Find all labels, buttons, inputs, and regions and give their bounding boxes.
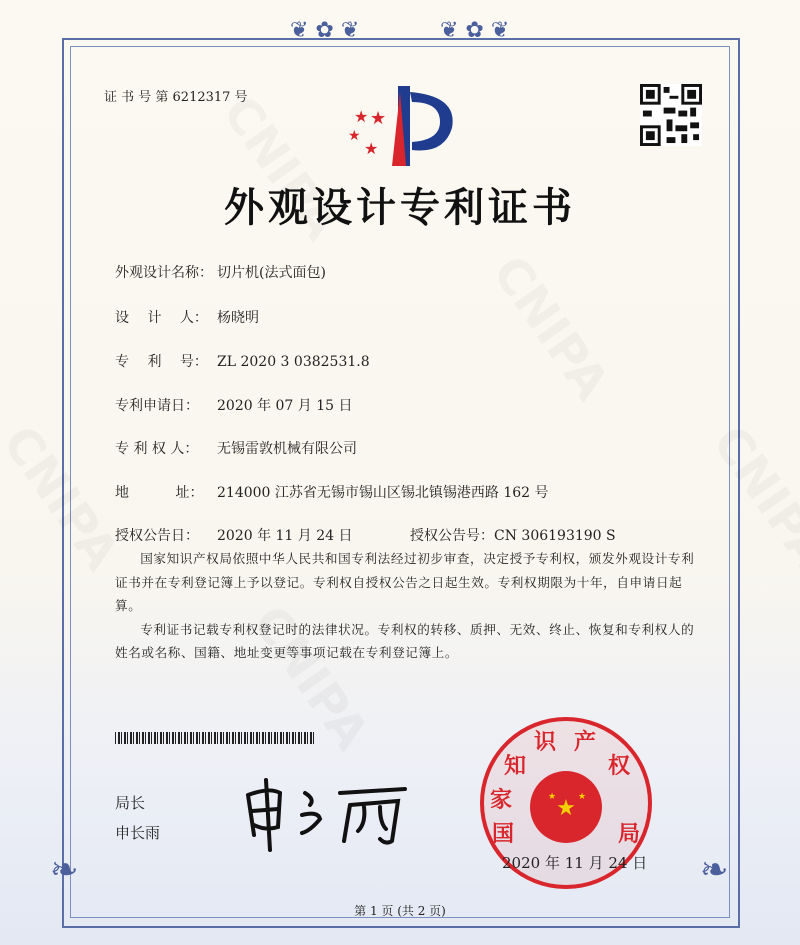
field-grant-date (115, 525, 353, 545)
qr-code-icon (640, 84, 702, 146)
page-indicator: 第 1 页 (共 2 页) (354, 904, 446, 918)
svg-text:权: 权 (608, 754, 631, 779)
barcode (115, 732, 315, 744)
signature-image (240, 775, 420, 855)
field-label: 专利申请日： (115, 398, 199, 414)
field-label: 外观设计名称： (115, 265, 213, 281)
svg-text:家: 家 (490, 788, 513, 813)
field-announcement-number (410, 525, 616, 545)
field-value: 无锡雷敦机械有限公司 (217, 441, 357, 457)
field-value: 杨晓明 (217, 310, 259, 326)
field-label: 专 利 权 人： (115, 441, 199, 457)
corner-ornament-icon: ❧ (50, 850, 79, 890)
statement-paragraph: 专利证书记载专利权登记时的法律状况。专利权的转移、质押、无效、终止、恢复和专利权人的姓名或名称、国籍、地址变更等事项记载在专利登记簿上。 (115, 621, 695, 660)
field-value: 2020 年 11 月 24 日 (217, 528, 353, 544)
field-value: 214000 江苏省无锡市锡山区锡北镇锡港西路 162 号 (217, 485, 549, 501)
signatory-title: 局长 (115, 794, 146, 812)
svg-text:★: ★ (354, 107, 369, 126)
certificate-title: 外观设计专利证书 (224, 184, 576, 231)
field-address (115, 482, 549, 502)
field-label: 设 计 人： (115, 310, 208, 326)
svg-text:识: 识 (534, 730, 557, 755)
field-value: 切片机(法式面包) (217, 265, 326, 281)
field-value: 2020 年 07 月 15 日 (217, 398, 353, 414)
svg-text:★: ★ (556, 796, 576, 821)
seal-date: 2020 年 11 月 24 日 (502, 854, 648, 872)
cnipa-logo-icon (340, 82, 460, 172)
svg-text:★: ★ (364, 139, 379, 158)
top-ornament-icon: ❦ ✿ ❦ (440, 18, 510, 43)
field-value: CN 306193190 S (494, 528, 616, 544)
signatory-name: 申长雨 (115, 824, 161, 842)
field-label: 专 利 号： (115, 354, 208, 370)
field-patent-number (115, 351, 370, 371)
field-label: 授权公告号： (410, 528, 494, 544)
certificate-number: 证 书 号 第 6212317 号 (104, 90, 248, 105)
svg-text:局: 局 (618, 822, 641, 847)
svg-text:国: 国 (492, 822, 515, 847)
field-value: ZL 2020 3 0382531.8 (217, 354, 370, 370)
svg-text:知: 知 (504, 754, 527, 779)
statement-paragraph: 国家知识产权局依照中华人民共和国专利法经过初步审查，决定授予专利权，颁发外观设计专利证书并在专利登记簿上予以登记。专利权自授权公告之日起生效。专利权期限为十年，自申请日起算。 (115, 551, 695, 613)
top-ornament-icon: ❦ ✿ ❦ (290, 18, 360, 43)
field-application-date (115, 395, 353, 415)
field-design-name (115, 262, 326, 282)
svg-text:★: ★ (348, 128, 361, 144)
svg-text:产: 产 (574, 730, 597, 755)
field-label: 授权公告日： (115, 528, 199, 544)
corner-ornament-icon: ❧ (700, 850, 729, 890)
svg-text:★: ★ (578, 792, 587, 802)
field-label: 地 址： (115, 485, 204, 501)
field-designer (115, 307, 259, 327)
svg-text:★: ★ (548, 792, 557, 802)
svg-text:★: ★ (370, 108, 387, 129)
certificate-statement (115, 547, 705, 665)
field-patentee (115, 438, 357, 458)
